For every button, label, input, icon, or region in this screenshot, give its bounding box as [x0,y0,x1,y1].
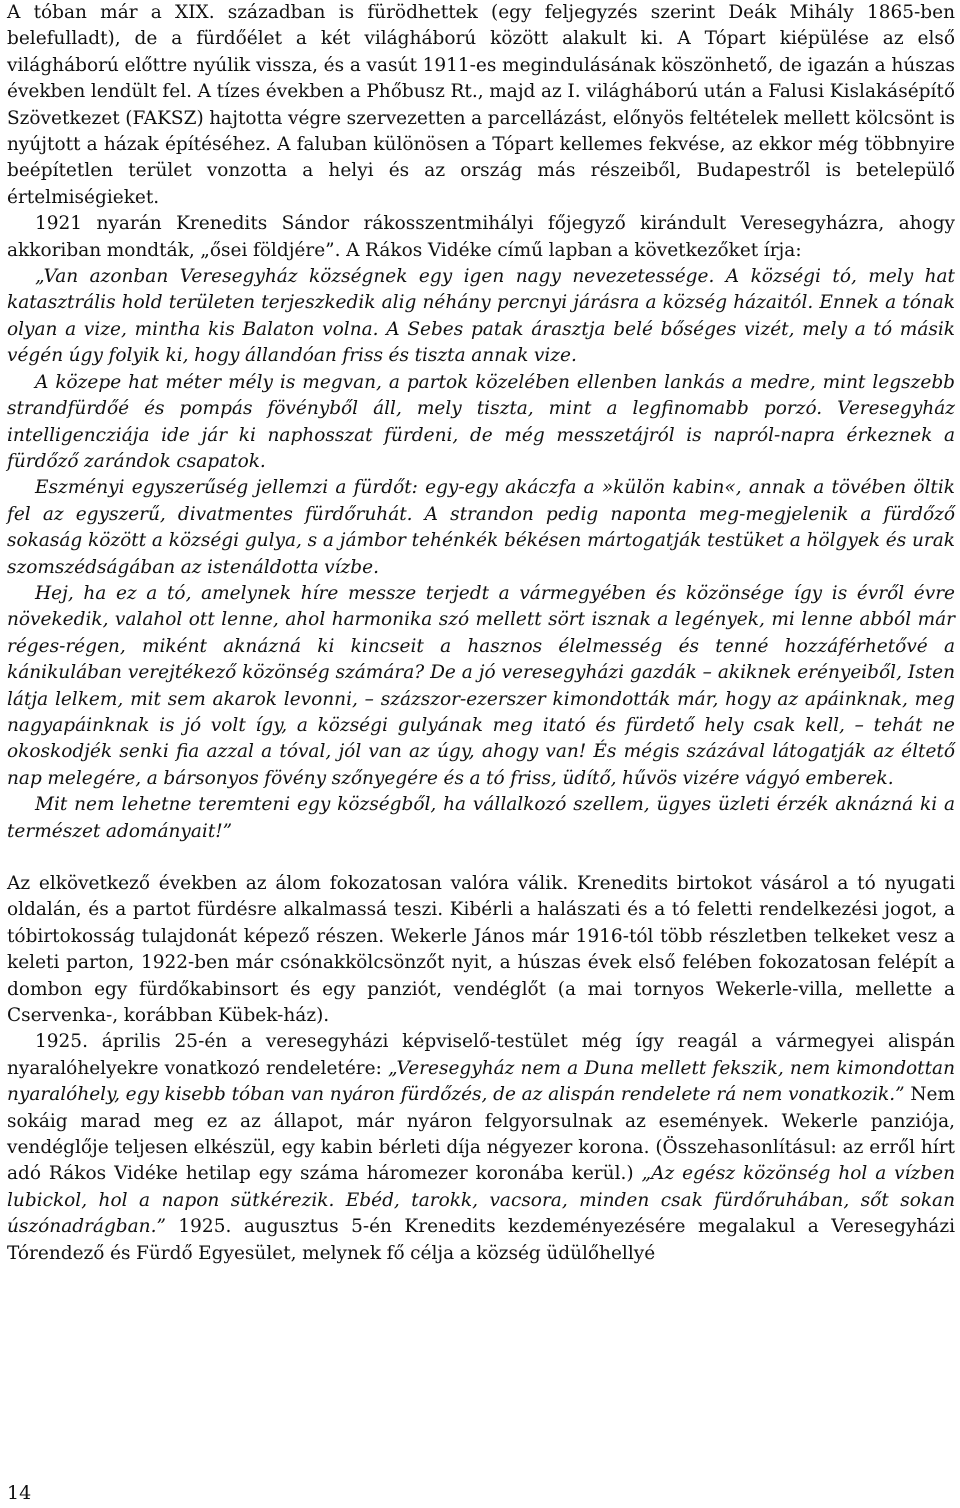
document-page [7,0,955,1267]
quote-paragraph-5: Mit nem lehetne teremteni egy községből, ha vállalkozó szellem, ügyes üzleti érzék aknázná ki a természet adományait!” [7,794,955,842]
paragraph-1925-events [7,1029,955,1267]
quote-paragraph-4: Hej, ha ez a tó, amelynek híre messze terjedt a vármegyében és közönsége így is évről évre növekedik, valahol ott lenne, ahol harmonika szó mellett sört isznak a legények, mi lenne abból már réges-régen, miként aknázná ki kincseit a hasznos élelmesség és tenné hozzáférhetővé a kánikulában verejtékező közönség számára? De a jó veresegyházi gazdák – akiknek erényeiből, Isten látja lelkem, mit sem akarok levonni, – százszor-ezerszer kimondották már, hogy az apáinknak, meg nagyapáinknak is jó volt így, a községi gulyának meg itató és fürdető hely csak kell, – tehát ne okoskodjék senki fia azzal a tóval, jól van az úgy, ahogy van! És mégis százával látogatják az éltető nap melegére, a bársonyos fövény szőnyegére és a tó friss, üdítő, hűvös vizére vágyó emberek. [7,582,955,789]
paragraph-dream-realized: Az elkövetkező években az álom fokozatosan valóra válik. Krenedits birtokot vásárol a tó nyugati oldalán, és a partot fürdésre alkalmassá teszi. Kibérli a halászati és a tó feletti rendelkezési jogot, a tóbirtokosság tulajdonát képező részen. Wekerle János már 1916-tól több részletben telkeket vesz a keleti parton, 1922-ben már csónakkölcsönzőt nyit, a húszas évek első felében fokozatosan felépít a dombon egy fürdőkabinsort és egy panziót, vendéglőt (a mai tornyos Wekerle-villa, mellette a Cservenka-, korábban Kübek-ház). [7,873,955,1027]
text-run: 1925. augusztus 5-én Krenedits kezdeményezésére megalakul a Veresegyházi Tórendező és Fürdő Egyesület, melynek fő célja a község üdülőhellyé [7,1216,955,1264]
text-run: Nem sokáig marad meg ez az állapot, már nyáron felgyorsulnak az események. Wekerle panziója, vendéglője teljesen elkészül, egy kabin bérleti díja négyezer korona. (Összehasonlításul: az erről hírt adó Rákos Vidéke hetilap egy száma háromezer koronába kerül.) [7,1084,955,1185]
quote-paragraph-2: A közepe hat méter mély is megvan, a partok közelében ellenben lankás a medre, mint legszebb strandfürdőé és pompás fövényből áll, mely tiszta, mint a legfinomabb porzó. Veresegyház intelligencziája ide jár ki naphosszat fürdeni, de még messzetájról is napról-napra érkeznek a fürdőző zarándok csapatok. [7,371,955,472]
quote-paragraph-3: Eszményi egyszerűség jellemzi a fürdőt: egy-egy akáczfa a »külön kabin«, annak a tövében öltik fel az egyszerű, divatmentes fürdőruhát. A strandon pedig naponta meg-megjelenik a fürdőző sokaság között a községi gulya, s a jámbor tehénkék békésen mártogatják testüket a hölgyek és urak szomszédságában az istenáldotta vízbe. [7,477,955,578]
inline-quote: „Veresegyház nem a Duna mellett fekszik, nem kimondottan nyaralóhely, egy kisebb tóban van nyáron fürdőzés, de az alispán rendelete rá nem vonatkozik.” [7,1057,955,1106]
text-run: 1925. április 25-én a veresegyházi képviselő-testület még így reagál a vármegyei alispán nyaralóhelyekre vonatkozó rendeletére: [7,1031,955,1079]
paragraph-lake-history: A tóban már a XIX. században is fürödhettek (egy feljegyzés szerint Deák Mihály 1865-ben belefulladt), de a fürdőélet a két világháború között alakult ki. A Tópart kiépülése az első világháború előttre nyúlik vissza, és a vasút 1911-es megindulásának köszönhető, de igazán a húszas években lendült fel. A tízes években a Phőbusz Rt., majd az I. világháború után a Falusi Kislakásépítő Szövetkezet (FAKSZ) hajtotta végre szervezetten a parcellázást, előnyös feltételek mellett kölcsönt is nyújtott a házak építéséhez. A faluban különösen a Tópart kellemes fekvése, az ekkor még többnyire beépítetlen terület vonzotta a helyi és az ország más részeiből, Budapestről is betelepülő értelmiségieket. [7,2,955,208]
page-number: 14 [7,1482,32,1504]
inline-quote: „Az egész közönség hol a vízben lubickol, hol a napon sütkérezik. Ebéd, tarokk, vacsora, minden csak fürdőruhában, sőt sokan úszónadrágban.” [7,1163,956,1238]
paragraph-krenedits-visit: 1921 nyarán Krenedits Sándor rákosszentmihályi főjegyző kirándult Veresegyházra, ahogy akkoriban mondták, „ősei földjére”. A Rákos Vidéke című lapban a következőket írja: [7,213,955,261]
quote-paragraph-1: „Van azonban Veresegyház községnek egy igen nagy nevezetessége. A községi tó, mely hat katasztrális hold területen terjeszkedik alig néhány percnyi járásra a község házaitól. Ennek a tónak olyan a vize, mintha kis Balaton volna. A Sebes patak árasztja belé bőséges vizét, mely a tó másik végén úgy folyik ki, hogy állandóan friss és tiszta annak vize. [7,266,955,367]
